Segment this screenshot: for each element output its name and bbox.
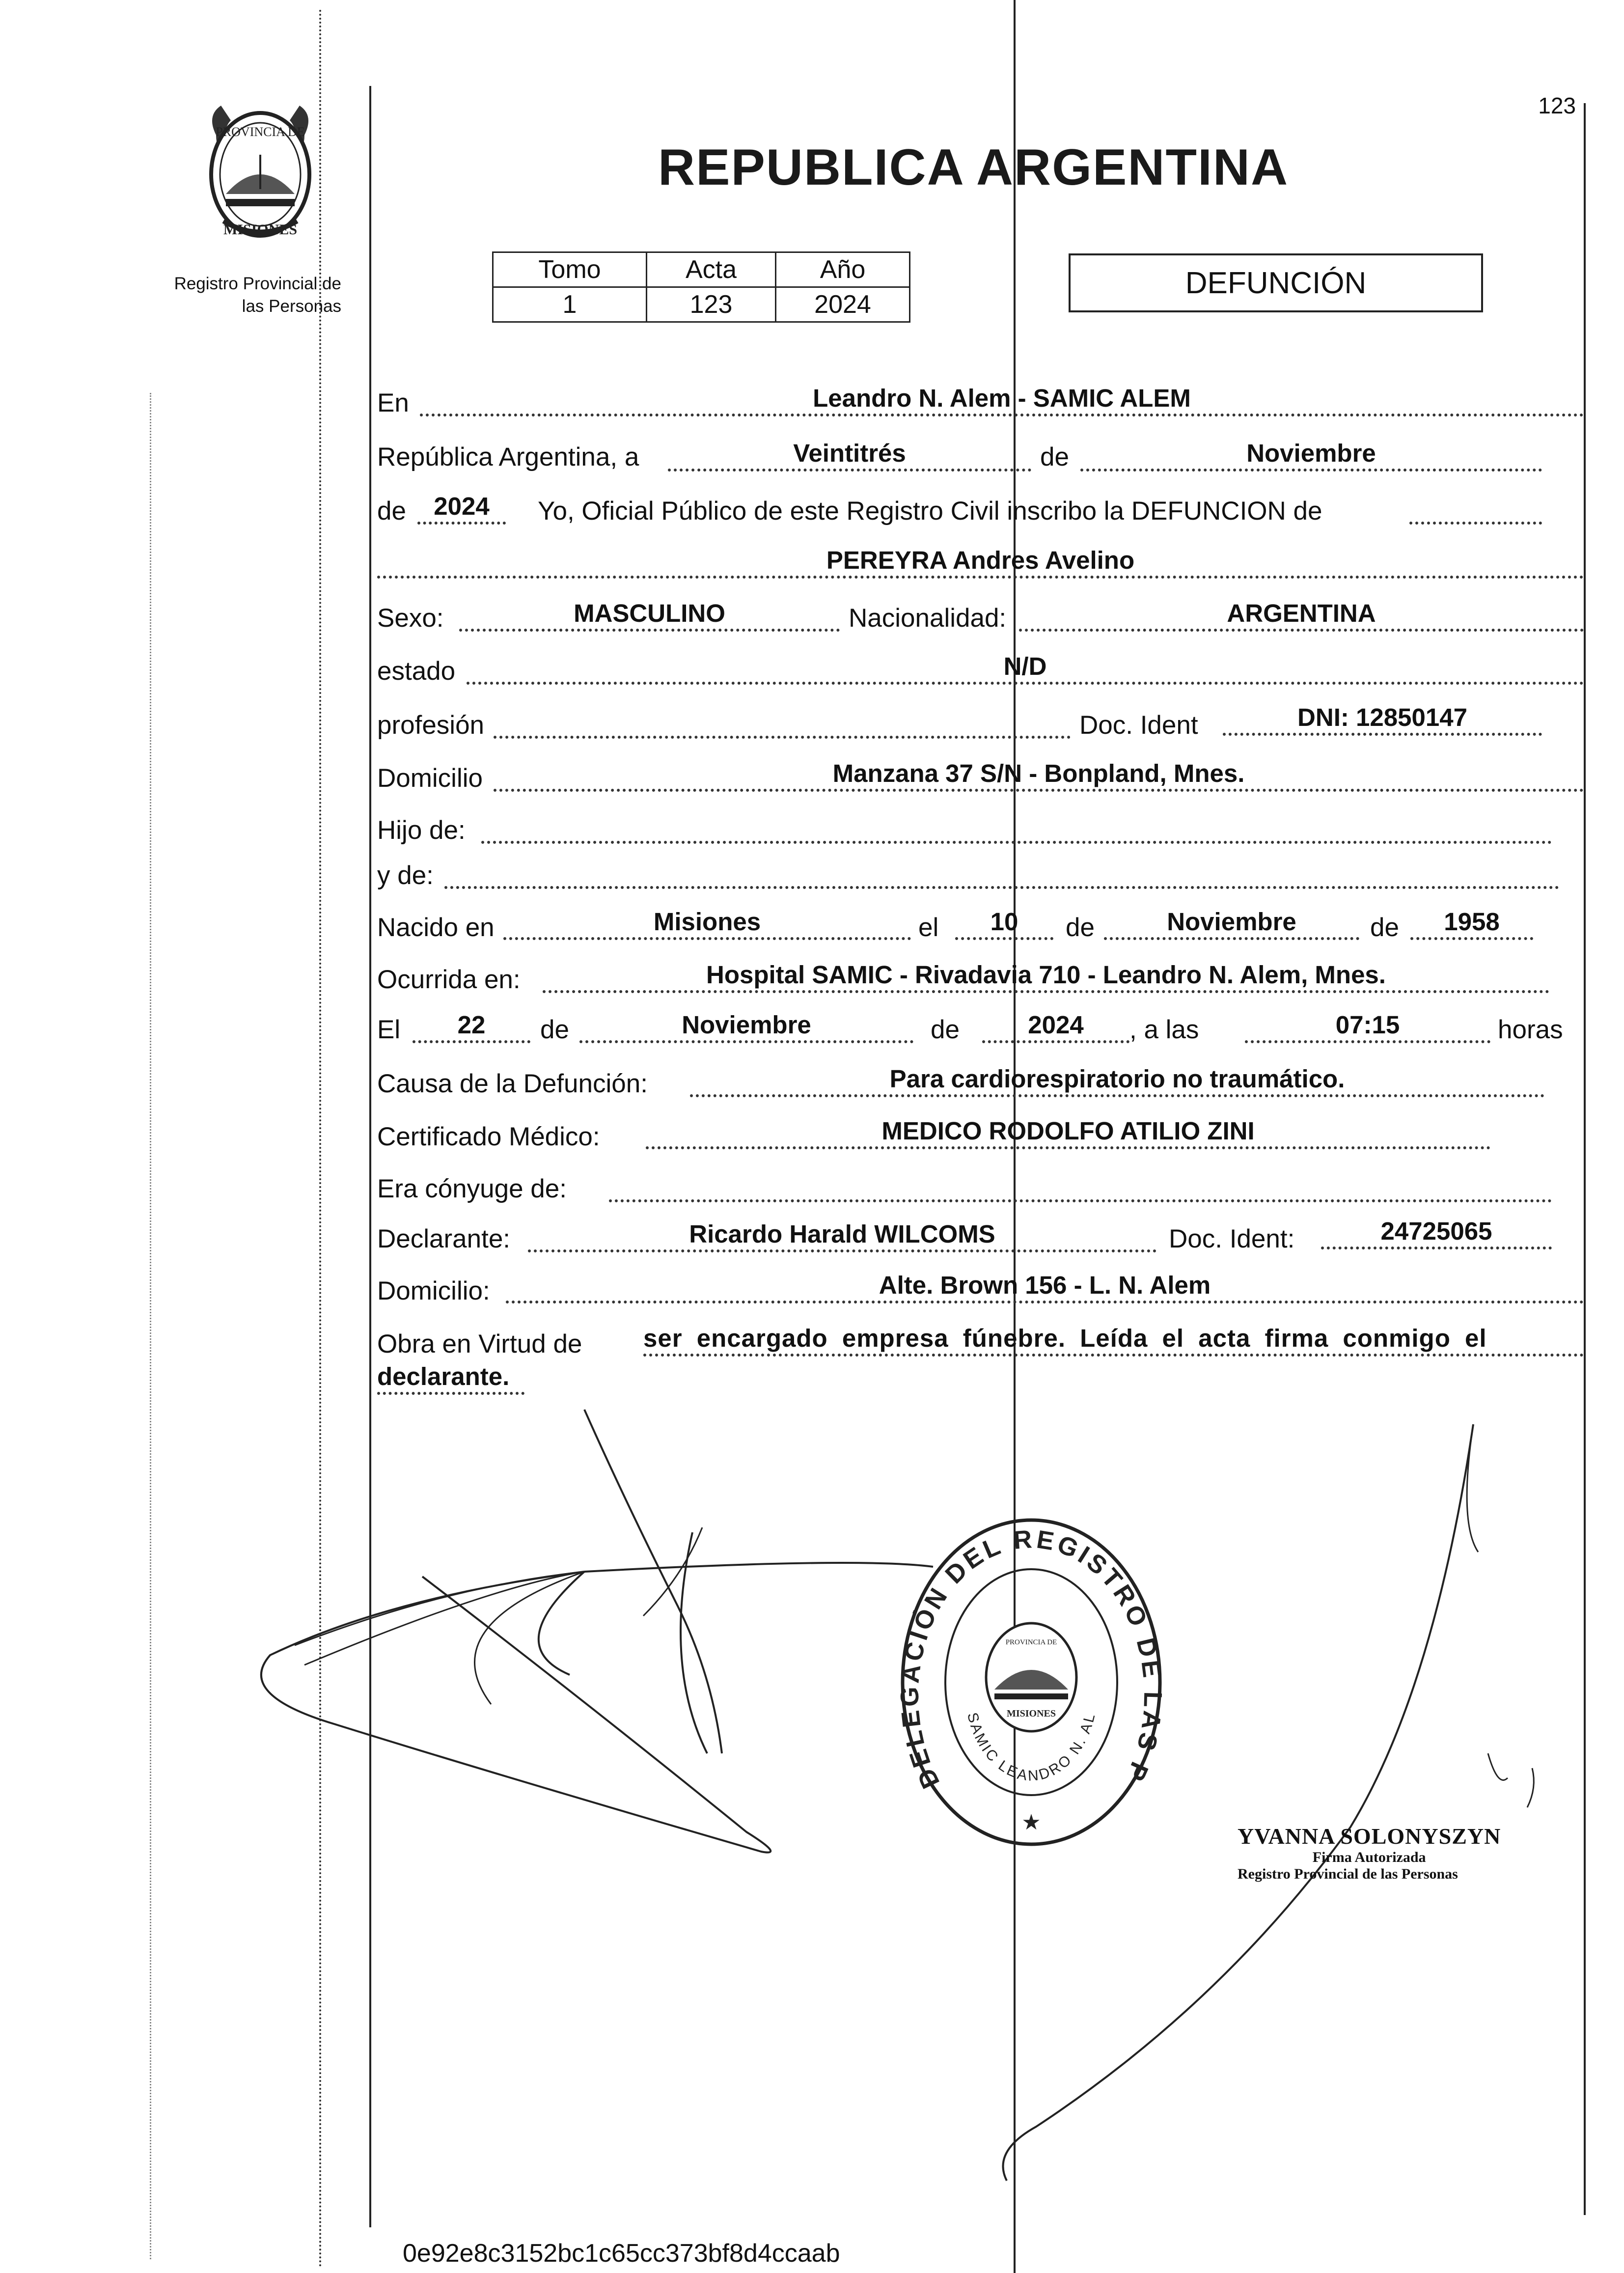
label-de-4: de xyxy=(1370,913,1399,942)
field-dni: DNI: 12850147 xyxy=(1223,702,1542,736)
value-acta: 123 xyxy=(647,287,776,322)
stamp-seal-icon xyxy=(894,1508,1169,1857)
right-border-line xyxy=(1584,103,1586,2215)
label-nacionalidad: Nacionalidad: xyxy=(849,604,1007,633)
field-def-anio: 2024 xyxy=(982,1010,1129,1043)
field-lugar: Leandro N. Alem - SAMIC ALEM xyxy=(420,383,1584,416)
label-republica: República Argentina, a xyxy=(377,443,639,471)
left-edge-dots xyxy=(150,393,151,2259)
svg-text:★: ★ xyxy=(1021,1810,1041,1835)
svg-text:MISIONES: MISIONES xyxy=(223,222,298,238)
label-hijo-de: Hijo de: xyxy=(377,816,466,845)
label-certificado: Certificado Médico: xyxy=(377,1122,600,1151)
field-estado: N/D xyxy=(467,651,1584,685)
label-conyuge: Era cónyuge de: xyxy=(377,1174,567,1203)
field-ocurrida-en: Hospital SAMIC - Rivadavia 710 - Leandro N. Alem, Mnes. xyxy=(543,960,1549,993)
header-tomo: Tomo xyxy=(493,252,647,287)
label-de-1: de xyxy=(1040,443,1069,471)
label-el: el xyxy=(918,913,939,942)
field-nacido-en: Misiones xyxy=(503,907,911,940)
official-stamp xyxy=(894,1508,1169,1859)
record-table-values xyxy=(493,287,910,322)
field-def-mes: Noviembre xyxy=(579,1010,913,1043)
authority-org: Registro Provincial de las Personas xyxy=(1238,1866,1458,1882)
label-horas: horas xyxy=(1498,1015,1563,1044)
declarant-signature-stroke xyxy=(565,1400,786,1842)
label-a-las: , a las xyxy=(1129,1015,1199,1044)
record-type-box: DEFUNCIÓN xyxy=(1069,253,1483,312)
stamp-inner-text: SAMIC LEANDRO N. AL xyxy=(963,1710,1099,1784)
field-obra-line2: declarante. xyxy=(377,1361,524,1395)
label-doc-ident: Doc. Ident xyxy=(1079,711,1198,740)
field-nombre: PEREYRA Andres Avelino xyxy=(377,545,1584,579)
field-nac-dia: 10 xyxy=(955,907,1053,940)
field-inscribo-blank xyxy=(1409,491,1542,525)
field-nac-mes: Noviembre xyxy=(1104,907,1359,940)
field-dia: Veintitrés xyxy=(668,438,1031,471)
label-de-2: de xyxy=(377,497,406,526)
field-conyuge xyxy=(609,1169,1552,1202)
field-anio: 2024 xyxy=(417,491,506,525)
page-title: REPUBLICA ARGENTINA xyxy=(658,139,1289,196)
header-acta: Acta xyxy=(647,252,776,287)
label-profesion: profesión xyxy=(377,711,485,740)
issuer-name xyxy=(135,273,341,318)
field-declarante-doc: 24725065 xyxy=(1321,1216,1552,1249)
page-number: 123 xyxy=(1538,93,1576,118)
field-declarante-domicilio: Alte. Brown 156 - L. N. Alem xyxy=(506,1270,1584,1303)
label-de-5: de xyxy=(540,1015,569,1044)
label-causa: Causa de la Defunción: xyxy=(377,1069,648,1098)
label-obra: Obra en Virtud de xyxy=(377,1330,582,1358)
record-table-header xyxy=(493,252,910,287)
field-obra-line1: ser encargado empresa fúnebre. Leída el acta firma conmigo el xyxy=(643,1323,1584,1357)
label-estado: estado xyxy=(377,657,456,686)
left-border-line xyxy=(369,86,371,2227)
label-ocurrida-en: Ocurrida en: xyxy=(377,965,521,994)
svg-text:MISIONES: MISIONES xyxy=(1006,1708,1056,1719)
field-y-de xyxy=(444,856,1559,889)
label-en: En xyxy=(377,388,409,417)
field-mes: Noviembre xyxy=(1080,438,1542,471)
binding-margin-dots xyxy=(319,10,321,2269)
province-seal-icon xyxy=(187,101,334,263)
label-declarante: Declarante: xyxy=(377,1224,511,1253)
header-anio: Año xyxy=(776,252,910,287)
label-domicilio: Domicilio xyxy=(377,764,483,793)
value-tomo: 1 xyxy=(493,287,647,322)
svg-text:PROVINCIA DE: PROVINCIA DE xyxy=(216,125,305,139)
field-causa: Para cardiorespiratorio no traumático. xyxy=(690,1064,1544,1097)
field-domicilio: Manzana 37 S/N - Bonpland, Mnes. xyxy=(494,758,1584,792)
field-sexo: MASCULINO xyxy=(459,598,840,632)
authority-name: YVANNA SOLONYSZYN xyxy=(1238,1824,1501,1849)
field-hijo-de xyxy=(481,810,1552,844)
label-domicilio-decl: Domicilio: xyxy=(377,1276,490,1305)
label-de-3: de xyxy=(1066,913,1095,942)
label-sexo: Sexo: xyxy=(377,604,444,633)
record-table xyxy=(492,251,910,323)
field-def-dia: 22 xyxy=(413,1010,530,1043)
label-inscribo: Yo, Oficial Público de este Registro Civil inscribo la DEFUNCION de xyxy=(538,497,1322,526)
label-nacido-en: Nacido en xyxy=(377,913,495,942)
document-hash: 0e92e8c3152bc1c65cc373bf8d4ccaab xyxy=(403,2239,840,2268)
label-de-6: de xyxy=(931,1015,960,1044)
issuer-line-1: Registro Provincial de xyxy=(174,274,341,293)
authority-role: Firma Autorizada xyxy=(1312,1849,1426,1865)
field-hora: 07:15 xyxy=(1245,1010,1490,1043)
label-doc-ident-decl: Doc. Ident: xyxy=(1169,1224,1295,1253)
issuer-line-2: las Personas xyxy=(242,297,341,316)
field-nac-anio: 1958 xyxy=(1410,907,1533,940)
label-y-de: y de: xyxy=(377,861,434,890)
authority-block xyxy=(1238,1823,1501,1883)
field-certificado: MEDICO RODOLFO ATILIO ZINI xyxy=(646,1116,1490,1149)
svg-text:PROVINCIA DE: PROVINCIA DE xyxy=(1005,1638,1057,1646)
value-anio: 2024 xyxy=(776,287,910,322)
field-nacionalidad: ARGENTINA xyxy=(1019,598,1584,632)
stamp-outer-text: DELEGACIÓN DEL REGISTRO DE LAS P xyxy=(895,1525,1167,1793)
label-el-cap: El xyxy=(377,1015,401,1044)
field-declarante: Ricardo Harald WILCOMS xyxy=(528,1219,1156,1252)
field-profesion xyxy=(494,705,1071,739)
